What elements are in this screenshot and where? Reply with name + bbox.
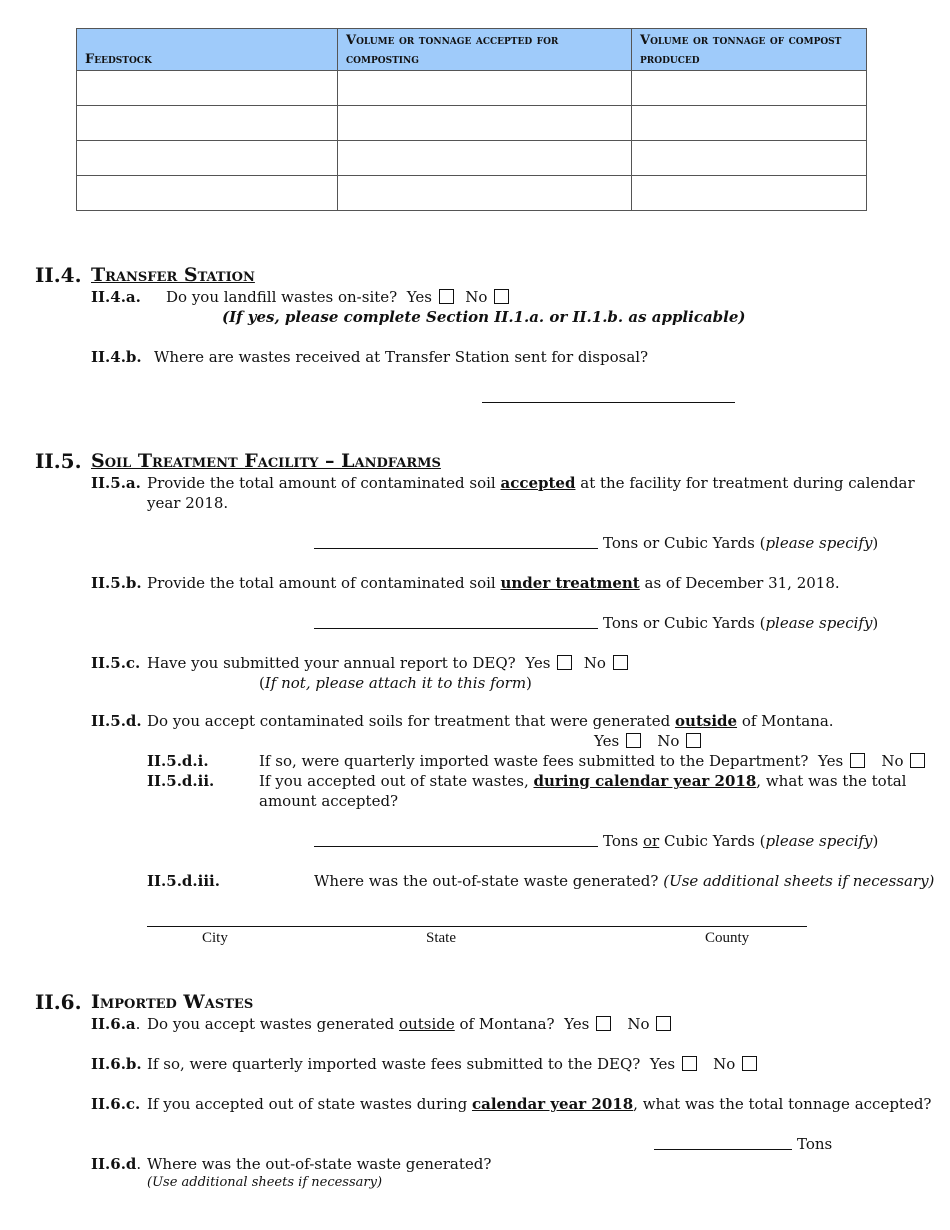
units-text: Tons or Cubic Yards (	[603, 614, 766, 632]
no-label: No	[713, 1055, 736, 1073]
table-row	[77, 176, 867, 211]
yes-label: Yes	[818, 752, 844, 770]
item-label-ii5di: II.5.d.i.	[147, 752, 209, 770]
note-ii4a: (If yes, please complete Section II.1.a. or II.1.b. as applicable)	[222, 308, 746, 326]
yes-checkbox[interactable]	[439, 289, 454, 304]
table-cell[interactable]	[77, 71, 338, 106]
units-tons: Tons	[603, 832, 639, 850]
yesno-ii5d	[594, 732, 703, 750]
note-open: (	[259, 674, 265, 692]
question-text: If so, were quarterly imported waste fees submitted to the DEQ?	[147, 1055, 641, 1073]
yes-label: Yes	[564, 1015, 590, 1033]
section-number-ii5: II.5.	[35, 449, 82, 473]
item-label-ii5dii: II.5.d.ii.	[147, 772, 215, 790]
item-label-ii6c: II.6.c.	[91, 1095, 141, 1113]
emphasis-calendar-year: during calendar year 2018	[533, 772, 757, 790]
item-label-ii5a: II.5.a.	[91, 474, 141, 492]
note-close: )	[526, 674, 532, 692]
question-ii5d	[147, 712, 834, 730]
question-text: Do you landfill wastes on-site?	[166, 288, 398, 306]
note-additional-sheets: (Use additional sheets if necessary)	[663, 872, 935, 890]
no-checkbox[interactable]	[686, 733, 701, 748]
answer-line-ii6c[interactable]	[654, 1149, 792, 1150]
question-ii5c	[147, 654, 630, 672]
table-cell[interactable]	[338, 176, 632, 211]
section-title-transfer-station: Transfer Station	[91, 264, 255, 286]
section-title-imported-wastes: Imported Wastes	[91, 991, 254, 1013]
units-close: )	[872, 832, 879, 850]
question-ii5a-line2: year 2018.	[147, 494, 229, 512]
no-checkbox[interactable]	[613, 655, 628, 670]
emphasis-under-treatment: under treatment	[500, 574, 640, 592]
col-header-accepted: Volume or tonnage accepted for composting	[338, 29, 632, 71]
table-header-row	[77, 29, 867, 71]
item-label-ii4a: II.4.a.	[91, 288, 141, 306]
item-label-ii6b: II.6.b.	[91, 1055, 142, 1073]
answer-line-location[interactable]	[147, 926, 807, 927]
question-text-cont: of Montana?	[459, 1015, 555, 1033]
units-or: or	[643, 832, 660, 850]
question-text-cont: at the facility for treatment during calendar	[580, 474, 915, 492]
table-row	[77, 106, 867, 141]
units-hint: please specify	[765, 832, 873, 850]
item-label-ii6a: II.6.a.	[91, 1015, 141, 1033]
no-checkbox[interactable]	[656, 1016, 671, 1031]
label-city: City	[202, 930, 228, 946]
section-number-ii6: II.6.	[35, 990, 82, 1014]
note-ii5c	[259, 674, 532, 692]
question-ii6b	[147, 1055, 759, 1073]
question-text: Provide the total amount of contaminated soil	[147, 574, 496, 592]
question-ii5dii	[259, 772, 906, 790]
question-ii5b	[147, 574, 840, 592]
question-text: Have you submitted your annual report to DEQ?	[147, 654, 516, 672]
no-checkbox[interactable]	[910, 753, 925, 768]
answer-line-ii4b[interactable]	[482, 402, 735, 403]
feedstock-table	[76, 28, 867, 211]
section-number-ii4: II.4.	[35, 263, 82, 287]
question-ii6c	[147, 1095, 931, 1113]
note-text: If not, please attach it to this form	[264, 674, 527, 692]
question-text: Where was the out-of-state waste generated?	[314, 872, 659, 890]
question-text: If you accepted out of state wastes,	[259, 772, 529, 790]
item-label-text: II.6.d	[91, 1155, 137, 1173]
question-ii4a	[166, 288, 511, 306]
yes-checkbox[interactable]	[596, 1016, 611, 1031]
yes-checkbox[interactable]	[626, 733, 641, 748]
no-label: No	[465, 288, 488, 306]
units-ii5dii	[603, 832, 878, 850]
item-label-ii5diii: II.5.d.iii.	[147, 872, 220, 890]
emphasis-outside: outside	[675, 712, 738, 730]
question-ii6d: Where was the out-of-state waste generated?	[147, 1155, 492, 1173]
table-cell[interactable]	[338, 71, 632, 106]
yes-checkbox[interactable]	[682, 1056, 697, 1071]
answer-line-ii5b[interactable]	[314, 628, 598, 629]
emphasis-calendar-year: calendar year 2018	[471, 1095, 634, 1113]
answer-line-ii5dii[interactable]	[314, 846, 598, 847]
yes-checkbox[interactable]	[557, 655, 572, 670]
units-hint: please specify	[765, 614, 873, 632]
emphasis-outside: outside	[399, 1015, 455, 1033]
question-ii5dii-line2: amount accepted?	[259, 792, 399, 810]
no-label: No	[627, 1015, 650, 1033]
section-title-soil-treatment: Soil Treatment Facility – Landfarms	[91, 450, 441, 472]
item-label-ii5c: II.5.c.	[91, 654, 141, 672]
question-text-cont: of Montana.	[741, 712, 834, 730]
table-cell[interactable]	[632, 71, 867, 106]
question-text-cont: as of December 31, 2018.	[644, 574, 840, 592]
table-row	[77, 141, 867, 176]
question-text: If so, were quarterly imported waste fees submitted to the Department?	[259, 752, 809, 770]
question-text: If you accepted out of state wastes during	[147, 1095, 468, 1113]
table-row	[77, 71, 867, 106]
table-cell[interactable]	[338, 141, 632, 176]
table-cell[interactable]	[77, 141, 338, 176]
answer-line-ii5a[interactable]	[314, 548, 598, 549]
question-text: Do you accept contaminated soils for treatment that were generated	[147, 712, 671, 730]
table-cell[interactable]	[77, 176, 338, 211]
units-ii5a	[603, 534, 878, 552]
yes-checkbox[interactable]	[850, 753, 865, 768]
no-checkbox[interactable]	[494, 289, 509, 304]
label-county: County	[705, 930, 750, 946]
question-ii4b: Where are wastes received at Transfer Station sent for disposal?	[154, 348, 649, 366]
question-ii5a	[147, 474, 915, 492]
units-cubic: Cubic Yards (	[664, 832, 766, 850]
units-tons: Tons	[797, 1135, 833, 1153]
question-text-cont: , what was the total	[756, 772, 907, 790]
units-hint: please specify	[765, 534, 873, 552]
table-cell[interactable]	[632, 176, 867, 211]
no-label: No	[881, 752, 904, 770]
label-state: State	[426, 930, 456, 946]
note-ii6d: (Use additional sheets if necessary)	[147, 1175, 383, 1190]
no-label: No	[657, 732, 680, 750]
question-text: Do you accept wastes generated	[147, 1015, 395, 1033]
item-label-text: II.6.a	[91, 1015, 136, 1033]
question-ii5diii	[314, 872, 934, 890]
item-label-ii5d: II.5.d.	[91, 712, 142, 730]
units-text: Tons or Cubic Yards (	[603, 534, 766, 552]
no-label: No	[583, 654, 606, 672]
question-text-cont: , what was the total tonnage accepted?	[633, 1095, 932, 1113]
col-header-produced: Volume or tonnage of compost produced	[632, 29, 867, 71]
table-cell[interactable]	[632, 106, 867, 141]
question-ii5di	[259, 752, 927, 770]
col-header-feedstock: Feedstock	[77, 29, 338, 71]
item-label-ii6d: II.6.d.	[91, 1155, 142, 1173]
table-cell[interactable]	[77, 106, 338, 141]
yes-label: Yes	[525, 654, 551, 672]
table-cell[interactable]	[338, 106, 632, 141]
table-cell[interactable]	[632, 141, 867, 176]
question-text: Provide the total amount of contaminated soil	[147, 474, 496, 492]
units-close: )	[872, 534, 879, 552]
yes-label: Yes	[594, 732, 620, 750]
units-ii5b	[603, 614, 878, 632]
units-close: )	[872, 614, 879, 632]
question-ii6a	[147, 1015, 673, 1033]
no-checkbox[interactable]	[742, 1056, 757, 1071]
item-label-ii4b: II.4.b.	[91, 348, 142, 366]
yes-label: Yes	[406, 288, 432, 306]
yes-label: Yes	[649, 1055, 676, 1073]
item-label-ii5b: II.5.b.	[91, 574, 142, 592]
emphasis-accepted: accepted	[500, 474, 576, 492]
